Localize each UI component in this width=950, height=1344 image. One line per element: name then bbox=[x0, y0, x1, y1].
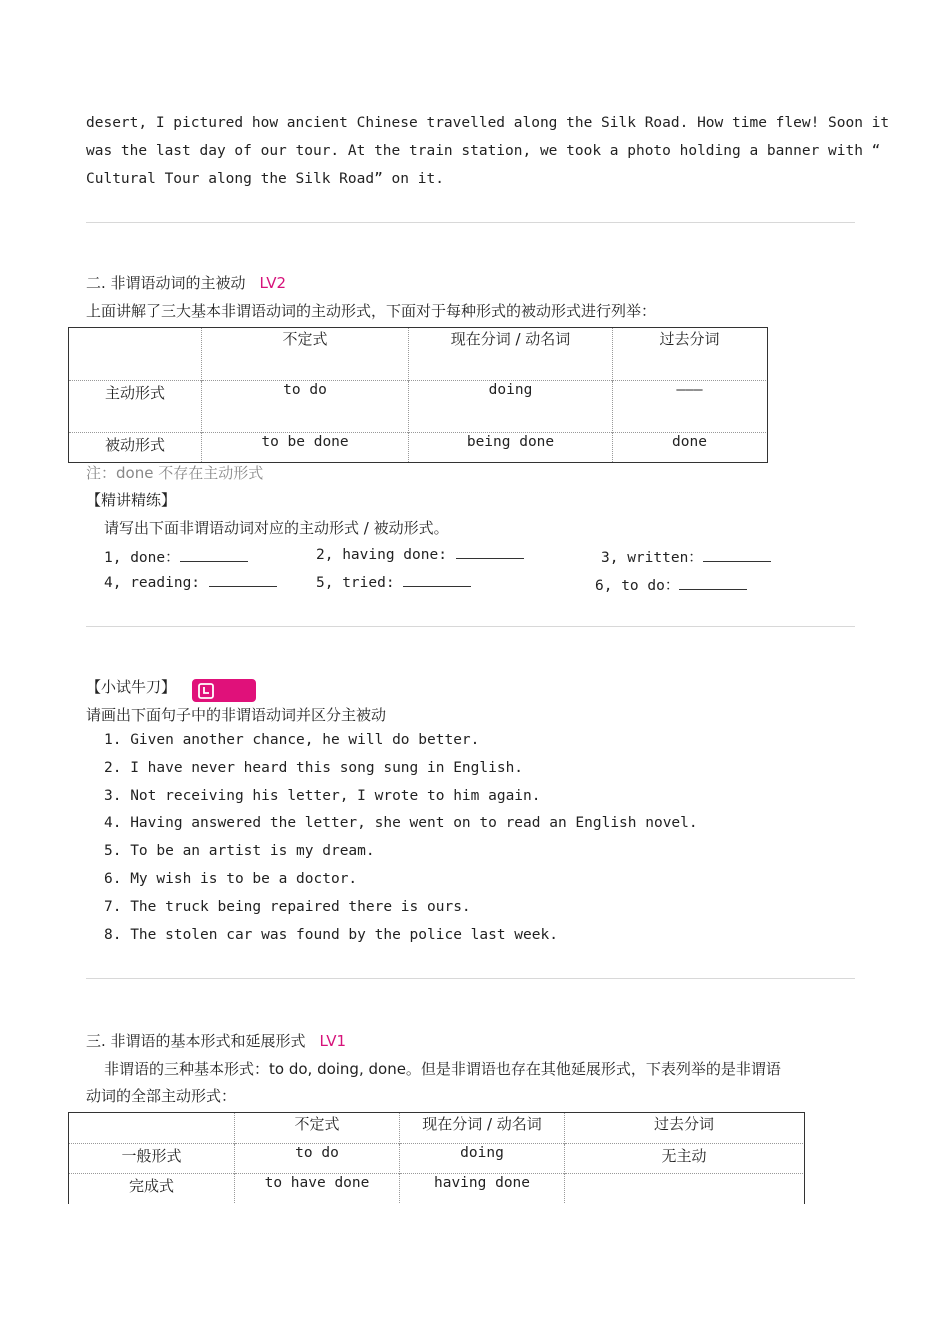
answer-blank[interactable] bbox=[403, 574, 471, 587]
exercise-item bbox=[104, 574, 277, 591]
table-cell: 无主动 bbox=[565, 1143, 804, 1173]
table-header-cell: 过去分词 bbox=[565, 1113, 804, 1143]
list-item: 7. The truck being repaired there is ours. bbox=[104, 898, 471, 915]
intro-line: Cultural Tour along the Silk Road” on it. bbox=[86, 171, 444, 187]
section3-heading bbox=[86, 1030, 346, 1051]
section-title: 二. 非谓语动词的主被动 bbox=[86, 274, 246, 292]
practice-title: 【精讲精练】 bbox=[86, 491, 177, 509]
exercise-label: 6, to do： bbox=[595, 578, 680, 594]
table-header-row bbox=[69, 1113, 803, 1143]
table-cell: having done bbox=[400, 1173, 565, 1203]
table-header-cell bbox=[69, 328, 202, 380]
intro-line: desert, I pictured how ancient Chinese travelled along the Silk Road. How time flew! Soon it bbox=[86, 115, 890, 131]
quiz-instruction: 请画出下面句子中的非谓语动词并区分主被动 bbox=[86, 706, 387, 724]
exercise-item bbox=[595, 574, 747, 595]
table-note: 注：done 不存在主动形式 bbox=[86, 464, 264, 482]
table-cell: 完成式 bbox=[69, 1173, 235, 1203]
level-badge: LV2 bbox=[259, 274, 287, 292]
table-header-cell: 不定式 bbox=[202, 328, 409, 380]
table-cell: to do bbox=[202, 380, 409, 432]
table-cell: 主动形式 bbox=[69, 380, 202, 432]
table-header-cell: 不定式 bbox=[235, 1113, 400, 1143]
divider bbox=[86, 978, 855, 979]
list-item: 1. Given another chance, he will do better. bbox=[104, 732, 480, 748]
table-row bbox=[69, 1143, 803, 1173]
table-cell: to have done bbox=[235, 1173, 400, 1203]
table-cell: to do bbox=[235, 1143, 400, 1173]
table-cell: doing bbox=[409, 380, 613, 432]
table-cell bbox=[565, 1173, 804, 1203]
table-header-cell: 现在分词 / 动名词 bbox=[409, 328, 613, 380]
section3-description-cont: 动词的全部主动形式： bbox=[86, 1087, 237, 1105]
list-item: 2. I have never heard this song sung in English. bbox=[104, 759, 524, 776]
list-item: 8. The stolen car was found by the police last week. bbox=[104, 926, 558, 943]
exercise-item bbox=[104, 546, 248, 567]
answer-blank[interactable] bbox=[209, 574, 277, 587]
list-item: 3. Not receiving his letter, I wrote to him again. bbox=[104, 787, 541, 804]
level-badge: LV1 bbox=[319, 1032, 347, 1050]
table-header-cell: 过去分词 bbox=[613, 328, 767, 380]
clock-icon bbox=[198, 683, 214, 699]
exercise-label: 5, tried: bbox=[316, 575, 395, 591]
section2-description: 上面讲解了三大基本非谓语动词的主动形式，下面对于每种形式的被动形式进行列举： bbox=[86, 302, 657, 320]
exercise-label: 4, reading: bbox=[104, 575, 201, 591]
list-item: 6. My wish is to be a doctor. bbox=[104, 870, 358, 887]
section3-description: 非谓语的三种基本形式：to do, doing, done。但是非谓语也存在其他延展形式，下表列举的是非谓语 bbox=[104, 1060, 781, 1078]
sentence-list bbox=[104, 727, 698, 949]
answer-blank[interactable] bbox=[180, 549, 248, 562]
table-row bbox=[69, 432, 766, 462]
divider bbox=[86, 222, 855, 223]
table-row bbox=[69, 380, 766, 432]
exercise-label: 3, written： bbox=[601, 550, 703, 566]
list-item: 4. Having answered the letter, she went on to read an English novel. bbox=[104, 815, 698, 832]
answer-blank[interactable] bbox=[456, 546, 524, 559]
table-cell: to be done bbox=[202, 432, 409, 462]
table-cell: 一般形式 bbox=[69, 1143, 235, 1173]
passive-forms-table bbox=[69, 328, 766, 462]
list-item: 5. To be an artist is my dream. bbox=[104, 843, 375, 860]
exercise-label: 2, having done: bbox=[316, 547, 447, 563]
divider bbox=[86, 626, 855, 627]
exercise-item bbox=[316, 546, 524, 563]
exercise-item bbox=[316, 574, 471, 591]
exercise-item bbox=[601, 546, 771, 567]
intro-paragraph bbox=[86, 109, 890, 193]
table-cell: being done bbox=[409, 432, 613, 462]
table-cell: 被动形式 bbox=[69, 432, 202, 462]
table-cell: done bbox=[613, 432, 767, 462]
section2-heading bbox=[86, 272, 286, 293]
answer-blank[interactable] bbox=[679, 577, 747, 590]
table-cell: ——— bbox=[613, 380, 767, 432]
exercise-label: 1, done： bbox=[104, 550, 180, 566]
intro-line: was the last day of our tour. At the train station, we took a photo holding a banner with “ bbox=[86, 143, 881, 159]
answer-blank[interactable] bbox=[703, 549, 771, 562]
table-row bbox=[69, 1173, 803, 1203]
practice-instruction: 请写出下面非谓语动词对应的主动形式 / 被动形式。 bbox=[104, 519, 449, 537]
table-cell: doing bbox=[400, 1143, 565, 1173]
table-header-cell bbox=[69, 1113, 235, 1143]
quiz-title: 【小试牛刀】 bbox=[86, 678, 177, 696]
extended-forms-table bbox=[69, 1113, 803, 1203]
table-header-row bbox=[69, 328, 766, 380]
table-header-cell: 现在分词 / 动名词 bbox=[400, 1113, 565, 1143]
section-title: 三. 非谓语的基本形式和延展形式 bbox=[86, 1032, 306, 1050]
timer-badge bbox=[192, 679, 256, 702]
